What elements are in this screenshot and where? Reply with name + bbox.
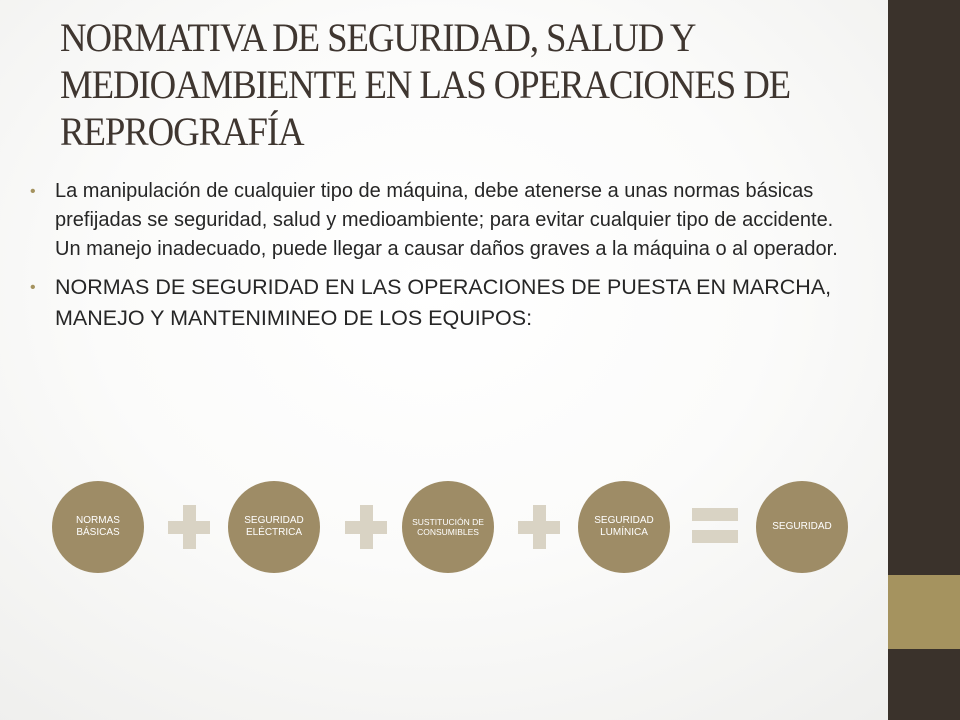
circle-sustitucion-consumibles: SUSTITUCIÓN DE CONSUMIBLES (402, 481, 494, 573)
bullet-text: NORMAS DE SEGURIDAD EN LAS OPERACIONES DE PUESTA EN MARCHA, MANEJO Y MANTENIMINEO DE LOS EQUIPOS: (55, 275, 832, 330)
bullet-dot: • (30, 279, 36, 296)
bullet-dot: • (30, 183, 36, 200)
circle-seguridad-result: SEGURIDAD (756, 481, 848, 573)
circle-seguridad-electrica: SEGURIDAD ELÉCTRICA (228, 481, 320, 573)
slide-title: NORMATIVA DE SEGURIDAD, SALUD Y MEDIOAMBIENTE EN LAS OPERACIONES DE REPROGRAFÍA (60, 15, 791, 154)
circle-normas-basicas: NORMAS BÁSICAS (52, 481, 144, 573)
sidebar-accent-block (888, 575, 960, 649)
circle-seguridad-luminica: SEGURIDAD LUMÍNICA (578, 481, 670, 573)
bullet-text: La manipulación de cualquier tipo de máquina, debe atenerse a unas normas básicas prefijadas se seguridad, salud y medioambiente; para evitar cualquier tipo de accidente. Un manejo inadecuado, puede llegar a causar daños graves a la máquina o al operador. (55, 180, 838, 260)
